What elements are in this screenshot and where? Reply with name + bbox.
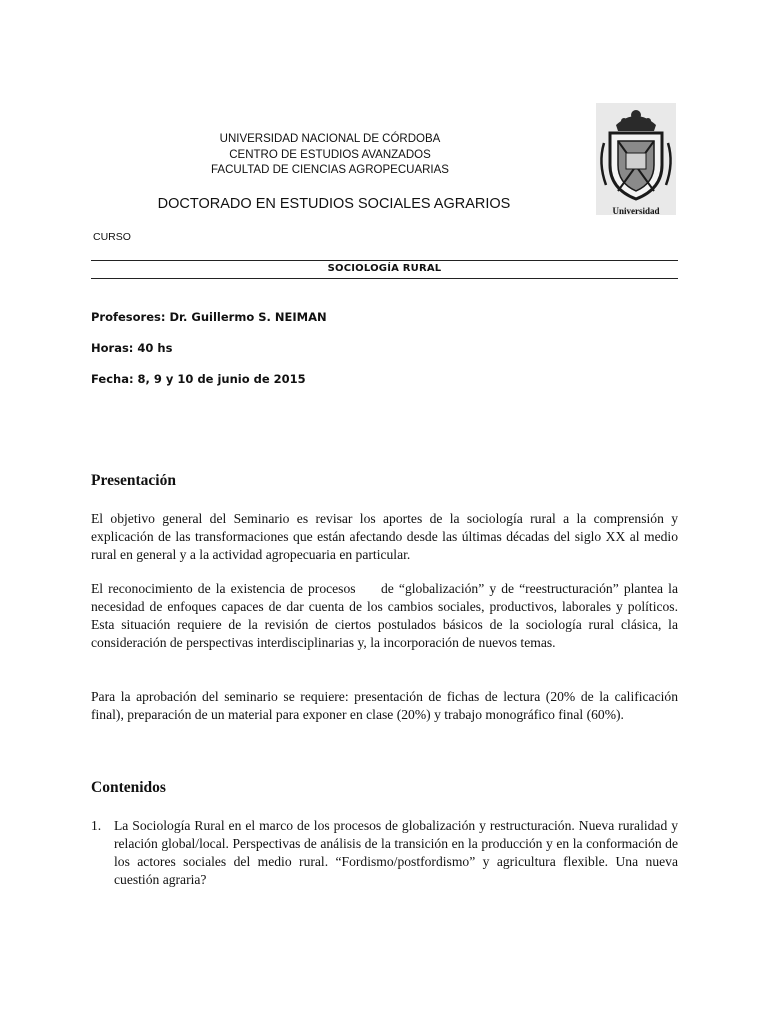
section-title-presentacion: Presentación (91, 472, 176, 489)
paragraph: El objetivo general del Seminario es revisar los aportes de la sociología rural a la comprensión y explicación de las transformaciones que están afectando desde las últimas décadas del siglo XX al medio rural en general y a la actividad agropecuaria en particular. (91, 511, 678, 562)
professors-line: Profesores: Dr. Guillermo S. NEIMAN (91, 310, 327, 324)
list-item (91, 817, 678, 889)
course-title: SOCIOLOGÍA RURAL (327, 263, 442, 274)
list-item-number: 1. (91, 818, 102, 833)
center-name: CENTRO DE ESTUDIOS AVANZADOS (229, 149, 431, 161)
program-title: DOCTORADO EN ESTUDIOS SOCIALES AGRARIOS (157, 196, 511, 212)
university-seal-logo (596, 103, 676, 215)
date-line: Fecha: 8, 9 y 10 de junio de 2015 (91, 372, 306, 386)
paragraph: Para la aprobación del seminario se requiere: presentación de fichas de lectura (20% de la calificación final), preparación de un material para exponer en clase (20%) y trabajo monográfico final (60%). (91, 689, 678, 722)
paragraph: El reconocimiento de la existencia de procesos de “globalización” y de “reestructuración” plantea la necesidad de enfoques capaces de dar cuenta de los cambios sociales, productivos, laborales y políticos. Esta situación requiere de la revisión de ciertos postulados básicos de la sociología rural clásica, la consideración de perspectivas interdisciplinarias y, la incorporación de nuevos temas. (91, 581, 682, 650)
seal-caption: Universidad (612, 206, 660, 215)
top-rule (91, 260, 678, 261)
list-item-text: La Sociología Rural en el marco de los procesos de globalización y restructuración. Nueva ruralidad y relación global/local. Perspectivas de análisis de la transición en la producción y en la conformación de los actores sociales del medio rural. “Fordismo/postfordismo” y agricultura flexible. Una nueva cuestión agraria? (114, 818, 678, 887)
bottom-rule (91, 278, 678, 279)
hours-line: Horas: 40 hs (91, 341, 173, 355)
university-name: UNIVERSIDAD NACIONAL DE CÓRDOBA (219, 133, 441, 145)
faculty-name: FACULTAD DE CIENCIAS AGROPECUARIAS (211, 164, 449, 176)
course-label: CURSO (93, 231, 131, 243)
section-title-contenidos: Contenidos (91, 779, 166, 796)
